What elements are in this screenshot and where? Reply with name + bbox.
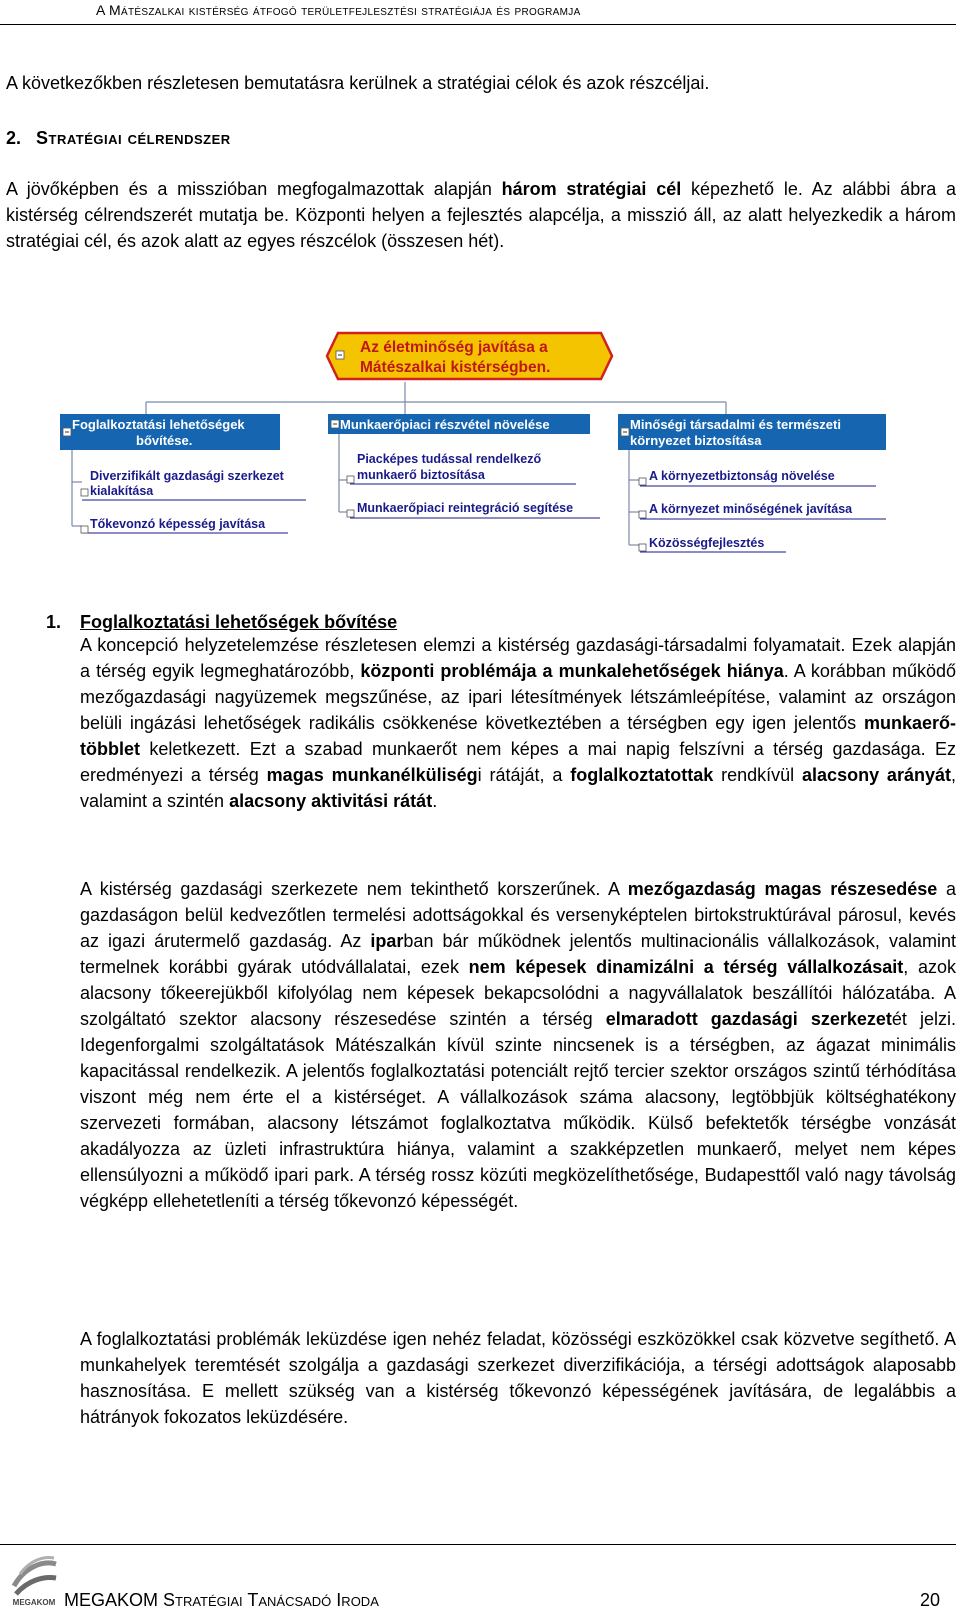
text-run: . xyxy=(432,791,438,811)
text-run: , azok alacsony tőkeerejükből kifolyólag nem képesek bekapcsolódni a nagyvállalatok beszállítói hálózatába. A szolgáltató szektor alacsony részesedése szintén a térség xyxy=(80,957,956,1029)
subgoal-1-1-line-2: kialakítása xyxy=(90,484,154,498)
body-paragraph-1 xyxy=(80,632,956,814)
subgoal-2-1-line-1: Piacképes tudással rendelkező xyxy=(357,452,542,466)
subgoal-3-2: A környezet minőségének javítása xyxy=(649,502,853,516)
text-run: A kistérség gazdasági szerkezete nem tekinthető korszerűnek. A xyxy=(80,879,628,899)
text-run: A koncepció helyzetelemzése részletesen elemzi a kistérség gazdasági-társadalmi folyamatait. Ezek alapján a térség egyik legmeghatározóbb, xyxy=(80,635,956,681)
subgoal-3-1: A környezetbiztonság növelése xyxy=(649,469,835,483)
section-paragraph xyxy=(6,176,956,254)
expand-icon xyxy=(81,489,88,533)
bold-run: munkaerő-többlet xyxy=(80,713,956,759)
root-goal-line-2: Mátészalkai kistérségben. xyxy=(360,359,551,376)
text-run: . A korábban működő mezőgazdasági nagyüzemek megszűnése, az ipari létesítmények létszámleépítése, valamint az országon belüli ingázási lehetőségek radikális csökkenése következtében a térségben egy igen jelentős xyxy=(80,661,956,733)
subgoal-2-2: Munkaerőpiaci reintegráció segítése xyxy=(357,501,574,515)
bold-run: mezőgazdaság magas részesedése xyxy=(627,879,938,899)
body-paragraph-2 xyxy=(80,876,956,1214)
subgoal-2-1-line-2: munkaerő biztosítása xyxy=(357,468,485,482)
bold-run: elmaradott gazdasági szerkezet xyxy=(605,1009,892,1029)
section-number: 2. xyxy=(6,128,22,148)
expand-icon xyxy=(639,478,646,551)
megakom-logo xyxy=(6,1550,62,1608)
footer-divider xyxy=(0,1544,956,1545)
bold-run: nem képesek dinamizálni a térség vállalkozásait xyxy=(468,957,904,977)
page-number: 20 xyxy=(919,1590,940,1610)
text-run: , valamint a szintén xyxy=(80,765,956,811)
text-run: rendkívül xyxy=(713,765,803,785)
text-run: A jövőképben és a misszióban megfogalmazottak alapján xyxy=(6,179,502,199)
strategic-goal-3-line-1: Minőségi társadalmi és természeti xyxy=(630,417,841,432)
header-divider xyxy=(0,24,956,25)
bold-run: magas munkanélküliség xyxy=(266,765,478,785)
section-heading xyxy=(6,128,231,149)
bold-run: ipar xyxy=(370,931,404,951)
strategic-goal-2: Munkaerőpiaci részvétel növelése xyxy=(340,417,550,432)
subgoal-3-3: Közösségfejlesztés xyxy=(649,536,765,550)
goal-tree-diagram xyxy=(56,330,906,575)
bold-run: foglalkoztatottak xyxy=(570,765,714,785)
subgoal-1-2: Tőkevonzó képesség javítása xyxy=(90,517,266,531)
strategic-goal-1-line-1: Foglalkoztatási lehetőségek xyxy=(72,417,245,432)
bold-run: három stratégiai cél xyxy=(501,179,682,199)
page-header-title: A Mátészalkai kistérség átfogó területfejlesztési stratégiája és programja xyxy=(96,2,581,18)
bold-run: központi problémája a munkalehetőségek hiánya xyxy=(360,661,784,681)
expand-icon xyxy=(347,476,354,517)
text-run: a gazdaságon belül kedvezőtlen termelési adottságokkal és versenyképtelen birtokstruktúrával párosul, kevés az igazi árutermelő gazdaság. Az xyxy=(80,879,956,951)
section-title: Stratégiai célrendszer xyxy=(36,128,231,148)
subsection-number: 1. xyxy=(46,612,62,632)
subgoal-1-1-line-1: Diverzifikált gazdasági szerkezet xyxy=(90,469,284,483)
bold-run: alacsony aktivitási rátát xyxy=(229,791,433,811)
strategic-goal-3-line-2: környezet biztosítása xyxy=(630,433,762,448)
footer-organization: MEGAKOM Stratégiai Tanácsadó Iroda xyxy=(64,1590,379,1610)
bold-run: alacsony arányát xyxy=(802,765,951,785)
logo-text: MEGAKOM xyxy=(12,1598,56,1607)
text-run: ban bár működnek jelentős multinacionális vállalkozások, valamint termelnek korábbi gyárak utódvállalatai, ezek xyxy=(80,931,956,977)
text-run: képezhető le. Az alábbi ábra a kistérség célrendszerét mutatja be. Központi helyen a fejlesztés alapcélja, a misszió áll, az alatt helyezkedik a három stratégiai cél, és azok alatt az egyes részcélok (összesen hét). xyxy=(6,179,956,251)
intro-paragraph: A következőkben részletesen bemutatásra kerülnek a stratégiai célok és azok részcéljai. xyxy=(6,73,710,93)
subsection-heading xyxy=(46,612,397,633)
text-run: keletkezett. Ezt a szabad munkaerőt nem képes a mai napig felszívni a térség gazdasága. Ez eredményezi a térség xyxy=(80,739,956,785)
text-run: i rátáját, a xyxy=(477,765,571,785)
root-goal-line-1: Az életminőség javítása a xyxy=(360,339,548,356)
body-paragraph-3: A foglalkoztatási problémák leküzdése igen nehéz feladat, közösségi eszközökkel csak közvetve segíthető. A munkahelyek teremtését szolgálja a gazdasági szerkezet diverzifikációja, a térségi adottságok alaposabb hasznosítása. E mellett szükség van a kistérség tőkevonzó képességének javítására, de legalábbis a hátrányok fokozatos leküzdésére. xyxy=(80,1329,956,1427)
strategic-goal-1-line-2: bővítése. xyxy=(136,433,193,448)
text-run: ét jelzi. Idegenforgalmi szolgáltatások Mátészalkán kívül szinte nincsenek is a térségben, az ágazat minimális kapacitással rendelkezik. A jelentős foglalkoztatási potenciált rejtő tercier szektor országos szintű térhódítása viszont még nem érte el a kistérséget. A vállalkozások száma alacsony, legtöbbjük költséghatékony szervezeti formában, alacsony létszámot foglalkoztatva működik. Külső befektetők térségbe vonzását akadályozza az üzleti infrastruktúra hiánya, valamint a szakképzetlen munkaerő, melyet nem képes ellensúlyozni a működő ipari park. A térség rossz közúti megközelíthetősége, Budapesttől való nagy távolság végképp ellehetetleníti a térség tőkevonzó képességét. xyxy=(80,1009,957,1211)
subsection-title: Foglalkoztatási lehetőségek bővítése xyxy=(80,612,398,632)
